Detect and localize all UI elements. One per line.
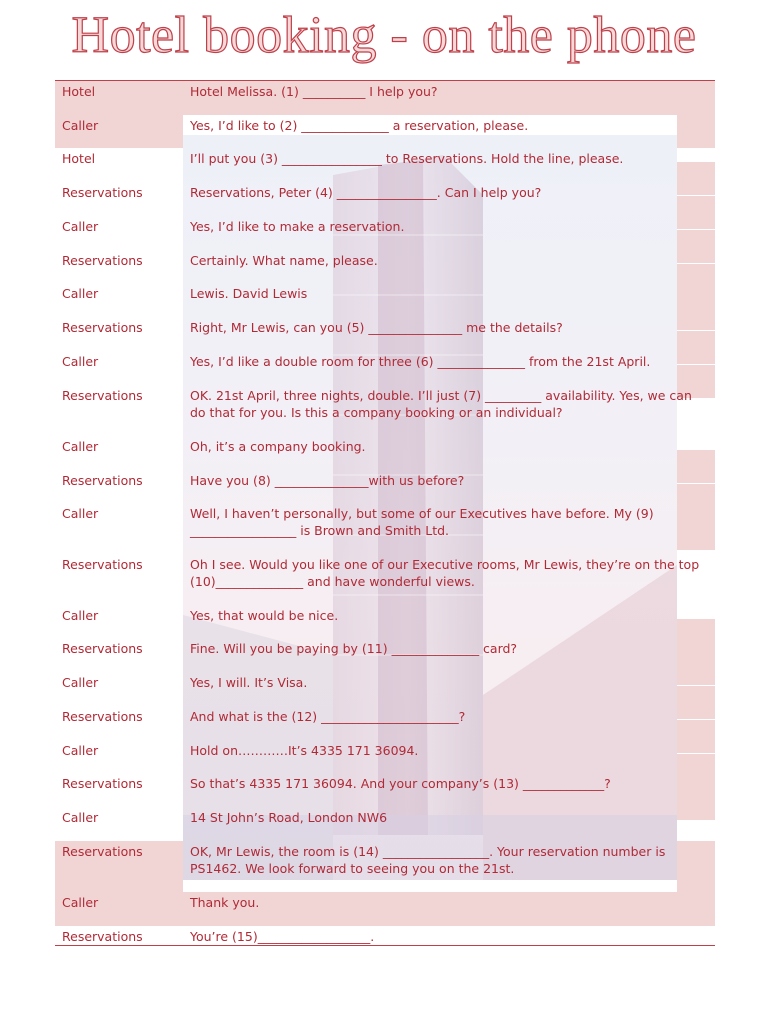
dialogue-row	[55, 672, 715, 706]
dialogue-line: 14 St John’s Road, London NW6	[190, 810, 388, 825]
dialogue-line: Certainly. What name, please.	[190, 253, 378, 268]
dialogue-line: Yes, that would be nice.	[190, 608, 339, 623]
dialogue-row	[55, 841, 715, 892]
speaker-label: Reservations	[62, 185, 143, 200]
dialogue-row	[55, 115, 715, 148]
dialogue-line: Have you (8) _______________with us before?	[190, 473, 465, 488]
dialogue-line: Oh, it’s a company booking.	[190, 439, 366, 454]
dialogue-row	[55, 351, 715, 385]
speaker-label: Caller	[62, 286, 99, 301]
dialogue-row	[55, 773, 715, 807]
dialogue-line: Well, I haven’t personally, but some of our Executives have before. My (9) _________________ is Brown and Smith Ltd.	[190, 506, 654, 538]
dialogue-row	[55, 926, 715, 945]
speaker-label: Caller	[62, 219, 99, 234]
dialogue-row	[55, 81, 715, 115]
dialogue-line: Reservations, Peter (4) ________________. Can I help you?	[190, 185, 542, 200]
dialogue-table	[55, 80, 715, 946]
dialogue-row	[55, 807, 715, 841]
dialogue-line: Hold on…………It’s 4335 171 36094.	[190, 743, 419, 758]
speaker-label: Caller	[62, 118, 99, 133]
speaker-label: Reservations	[62, 388, 143, 403]
speaker-label: Caller	[62, 743, 99, 758]
speaker-label: Caller	[62, 810, 99, 825]
dialogue-row	[55, 706, 715, 740]
speaker-label: Reservations	[62, 709, 143, 724]
speaker-label: Reservations	[62, 320, 143, 335]
dialogue-row	[55, 182, 715, 216]
speaker-label: Caller	[62, 675, 99, 690]
dialogue-line: You’re (15)__________________.	[190, 929, 375, 944]
dialogue-line: Yes, I will. It’s Visa.	[190, 675, 308, 690]
speaker-label: Reservations	[62, 473, 143, 488]
dialogue-line: OK, Mr Lewis, the room is (14) _________________. Your reservation number is PS1462. We look forward to seeing you on the 21st.	[190, 844, 666, 876]
speaker-label: Hotel	[62, 151, 96, 166]
dialogue-row	[55, 554, 715, 605]
dialogue-row	[55, 385, 715, 436]
dialogue-row	[55, 436, 715, 470]
speaker-label: Caller	[62, 506, 99, 521]
page-title: Hotel booking - on the phone	[71, 7, 697, 64]
dialogue-line: Yes, I’d like a double room for three (6) ______________ from the 21st April.	[190, 354, 651, 369]
dialogue-row	[55, 470, 715, 503]
dialogue-line: Lewis. David Lewis	[190, 286, 308, 301]
dialogue-line: Right, Mr Lewis, can you (5) _______________ me the details?	[190, 320, 563, 335]
dialogue-row	[55, 503, 715, 554]
dialogue-line: Yes, I’d like to make a reservation.	[190, 219, 405, 234]
dialogue-row	[55, 250, 715, 283]
dialogue-line: So that’s 4335 171 36094. And your company’s (13) _____________?	[190, 776, 611, 791]
speaker-label: Reservations	[62, 929, 143, 944]
speaker-label: Caller	[62, 439, 99, 454]
speaker-label: Reservations	[62, 253, 143, 268]
dialogue-line: Oh I see. Would you like one of our Executive rooms, Mr Lewis, they’re on the top (10)______________ and have wonderful views.	[190, 557, 700, 589]
dialogue-line: Fine. Will you be paying by (11) ______________ card?	[190, 641, 518, 656]
speaker-label: Reservations	[62, 844, 143, 859]
dialogue-row	[55, 283, 715, 317]
speaker-label: Hotel	[62, 84, 96, 99]
dialogue-row	[55, 317, 715, 351]
dialogue-row	[55, 638, 715, 672]
dialogue-line: OK. 21st April, three nights, double. I’ll just (7) _________ availability. Yes, we can do that for you. Is this a company booking or an individual?	[190, 388, 692, 420]
speaker-label: Caller	[62, 895, 99, 910]
dialogue-line: I’ll put you (3) ________________ to Reservations. Hold the line, please.	[190, 151, 624, 166]
dialogue-line: Thank you.	[190, 895, 260, 910]
dialogue-row	[55, 740, 715, 773]
dialogue-line: Hotel Melissa. (1) __________ I help you?	[190, 84, 438, 99]
dialogue-line: And what is the (12) ______________________?	[190, 709, 466, 724]
speaker-label: Caller	[62, 608, 99, 623]
speaker-label: Reservations	[62, 641, 143, 656]
dialogue-row	[55, 216, 715, 250]
dialogue-row	[55, 605, 715, 638]
dialogue-line: Yes, I’d like to (2) ______________ a reservation, please.	[190, 118, 529, 133]
speaker-label: Reservations	[62, 776, 143, 791]
speaker-label: Reservations	[62, 557, 143, 572]
dialogue-row	[55, 148, 715, 182]
speaker-label: Caller	[62, 354, 99, 369]
dialogue-row	[55, 892, 715, 926]
